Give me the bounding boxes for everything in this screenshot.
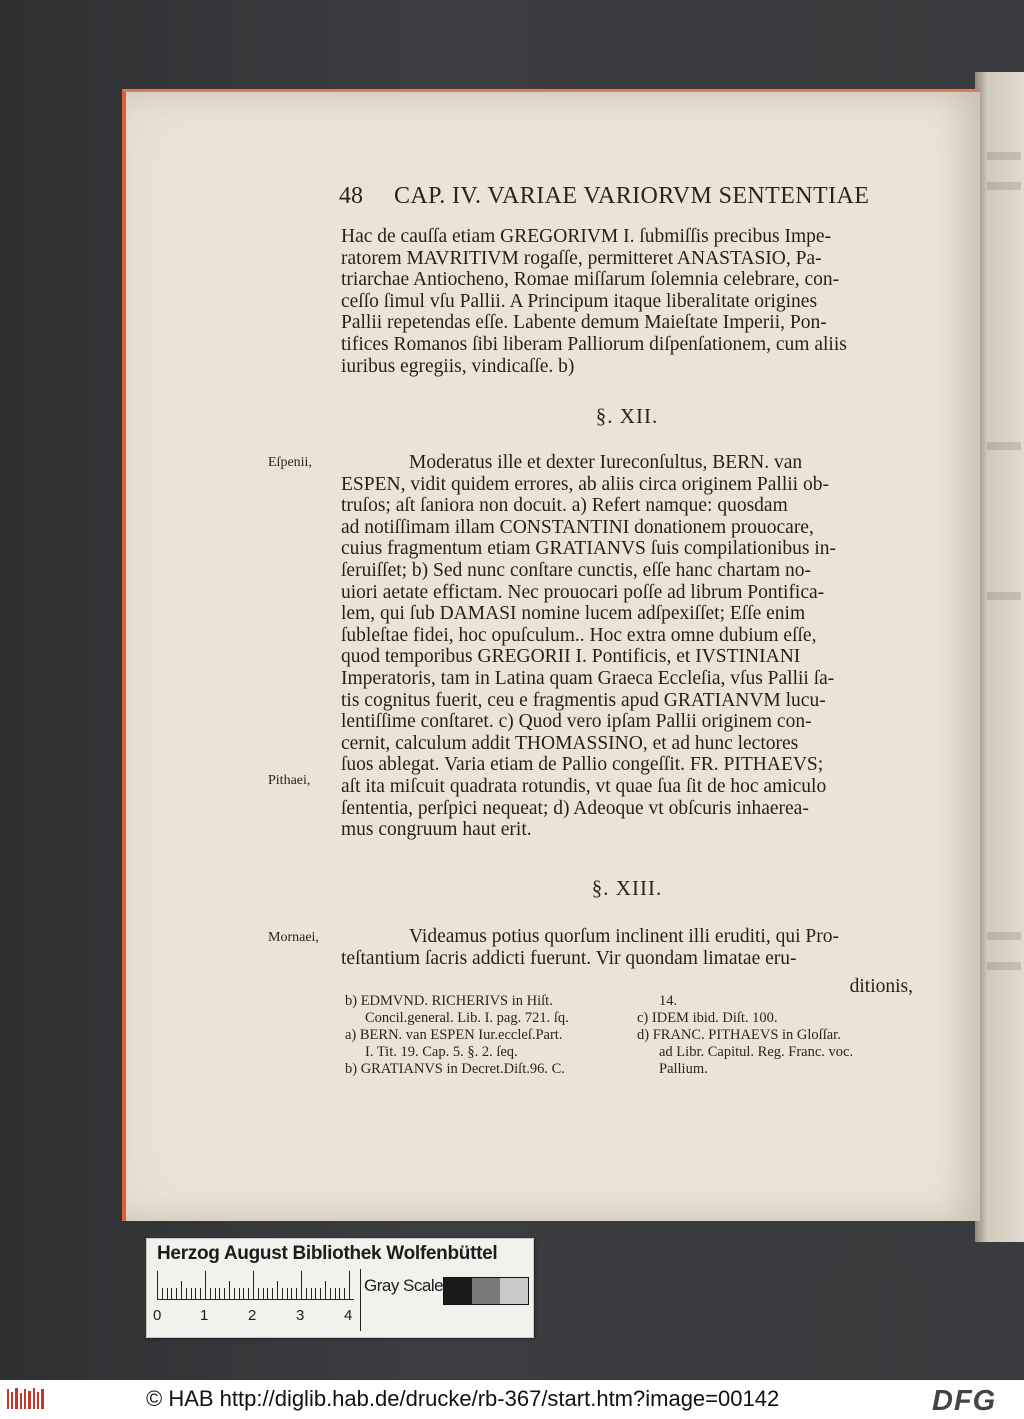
- text-line: quod temporibus GREGORII I. Pontificis, et IVSTINIANI: [341, 646, 801, 668]
- footnote-line: b) EDMVND. RICHERIVS in Hiſt.: [345, 993, 553, 1009]
- margin-note-mornaei: Mornaei,: [268, 930, 319, 945]
- ruler-tick: [243, 1288, 244, 1299]
- ruler-tick: [205, 1271, 206, 1299]
- ruler-tick: [215, 1288, 216, 1299]
- ruler-tick: [248, 1288, 249, 1299]
- ruler-tick: [210, 1288, 211, 1299]
- paragraph-1: [341, 226, 913, 377]
- ruler-tick: [311, 1288, 312, 1299]
- ruler-tick: [200, 1288, 201, 1299]
- page-header: [339, 183, 909, 217]
- text-line: ESPEN, vidit quidem errores, ab aliis circa originem Pallii ob-: [341, 473, 829, 495]
- footnote-line: d) FRANC. PITHAEVS in Gloſſar.: [637, 1027, 841, 1043]
- footnote-line: 14.: [659, 993, 678, 1009]
- ruler-number: 0: [153, 1307, 162, 1324]
- text-line: ratorem MAVRITIVM rogaſſe, permitteret ANASTASIO, Pa-: [341, 247, 822, 269]
- ruler-tick: [287, 1288, 288, 1299]
- ruler-tick: [167, 1288, 168, 1299]
- section-title-12: §. XII.: [595, 404, 659, 428]
- ruler-tick: [349, 1271, 350, 1299]
- ruler-number: 1: [200, 1307, 209, 1324]
- ruler-tick: [263, 1288, 264, 1299]
- footnote-line: Concil.general. Lib. I. pag. 721. ſq.: [365, 1010, 569, 1026]
- ruler-tick: [272, 1288, 273, 1299]
- page-number: 48: [339, 183, 363, 209]
- scale-divider: [360, 1269, 361, 1331]
- text-line: lem, qui ſub DAMASI nomine lucem adſpexiſſet; Eſſe enim: [341, 603, 806, 625]
- text-line: Hac de cauſſa etiam GREGORIVM I. ſubmiſſis precibus Impe-: [341, 226, 832, 247]
- text-line: ad notiſſimam illam CONSTANTINI donationem prouocare,: [341, 516, 814, 538]
- ruler-tick: [320, 1288, 321, 1299]
- section-title-13: §. XIII.: [591, 876, 663, 900]
- ruler-tick: [162, 1288, 163, 1299]
- footnote-line: c) IDEM ibid. Diſt. 100.: [637, 1010, 778, 1026]
- gray-scale-label: Gray Scale: [364, 1276, 444, 1295]
- ruler-tick: [191, 1288, 192, 1299]
- ruler-number: 2: [248, 1307, 257, 1324]
- text-line: Videamus potius quorſum inclinent illi eruditi, qui Pro-: [409, 926, 839, 947]
- catchword: ditionis,: [849, 976, 913, 997]
- text-line: cuius fragmentum etiam GRATIANVS ſuis compilationibus in-: [341, 538, 837, 560]
- footnote-line: Pallium.: [659, 1061, 708, 1077]
- ruler-tick: [325, 1281, 326, 1299]
- ruler-number: 3: [296, 1307, 305, 1324]
- ruler-tick: [291, 1288, 292, 1299]
- ruler-tick: [315, 1288, 316, 1299]
- ruler-tick: [176, 1288, 177, 1299]
- ghost-text-line: [987, 182, 1021, 190]
- ruler-tick: [229, 1281, 230, 1299]
- ruler-tick: [306, 1288, 307, 1299]
- ruler-tick: [234, 1288, 235, 1299]
- ghost-text-line: [987, 442, 1021, 450]
- text-line: ſuos ablegat. Varia etiam de Pallio congeſſit. FR. PITHAEVS;: [341, 754, 824, 776]
- margin-note-pithaei: Pithaei,: [268, 773, 311, 788]
- text-line: ſeruiſſet; b) Sed nunc conſtare cunctis, eſſe hanc chartam no-: [341, 559, 811, 581]
- footnotes-right-column: [637, 993, 915, 1078]
- facing-page-edge: [975, 72, 1024, 1242]
- ruler-tick: [258, 1288, 259, 1299]
- text-line: Pallii repetendas eſſe. Labente demum Maieſtate Imperii, Pon-: [341, 312, 827, 334]
- footnote-line: a) BERN. van ESPEN Iur.eccleſ.Part.: [345, 1027, 563, 1043]
- gray-swatch-light: [500, 1278, 528, 1304]
- ruler-tick: [267, 1288, 268, 1299]
- margin-note-espenii: Eſpenii,: [268, 455, 312, 470]
- ghost-text-line: [987, 932, 1021, 940]
- ruler-tick: [253, 1271, 254, 1299]
- text-line: tifices Romanos ſibi liberam Palliorum diſpenſationem, cum aliis: [341, 333, 847, 355]
- footer-credit: © HAB http://diglib.hab.de/drucke/rb-367/start.htm?image=00142: [146, 1386, 780, 1411]
- text-line: lentiſſime conſtaret. c) Quod vero ipſam Pallii originem con-: [341, 711, 812, 733]
- text-line: ſententia, perſpici nequeat; d) Adeoque vt obſcuris inhaerea-: [341, 797, 809, 819]
- text-line: uiori aetate effictam. Nec prouocari poſſe ad librum Pontifica-: [341, 581, 825, 603]
- ruler-tick: [335, 1288, 336, 1299]
- text-line: iuribus egregiis, vindicaſſe. b): [341, 355, 575, 377]
- gray-swatches: [443, 1277, 529, 1305]
- text-line: Imperatoris, tam in Latina quam Graeca Eccleſia, vſus Pallii ſa-: [341, 667, 835, 689]
- ghost-text-line: [987, 152, 1021, 160]
- ruler-tick: [219, 1288, 220, 1299]
- ruler-tick: [181, 1281, 182, 1299]
- gray-swatch-dark: [444, 1278, 472, 1304]
- ruler-tick: [339, 1288, 340, 1299]
- ruler-tick: [157, 1271, 158, 1299]
- paragraph-section-13: [341, 926, 913, 969]
- text-line: truſos; aſt ſaniora non docuit. a) Refert namque: quosdam: [341, 495, 788, 517]
- ruler: [157, 1271, 354, 1300]
- ruler-number: 4: [344, 1307, 353, 1324]
- text-line: tis cognitus fuerit, ceu e fragmentis apud GRATIANVM lucu-: [341, 689, 826, 711]
- running-title: CAP. IV. VARIAE VARIORVM SENTENTIAE: [394, 183, 870, 209]
- text-line: aſt ita miſcuit quadrata rotundis, vt quae ſua ſit de hoc amiculo: [341, 775, 827, 797]
- ruler-tick: [277, 1281, 278, 1299]
- text-line: ceſſo ſimul vſu Pallii. A Principum itaque liberalitate origines: [341, 290, 818, 312]
- ruler-tick: [296, 1288, 297, 1299]
- ghost-text-line: [987, 592, 1021, 600]
- ruler-tick: [330, 1288, 331, 1299]
- text-line: Moderatus ille et dexter Iureconſultus, BERN. van: [409, 452, 803, 473]
- ruler-tick: [171, 1288, 172, 1299]
- footnotes-left-column: [345, 993, 625, 1078]
- footnotes: [345, 993, 915, 1088]
- text-line: mus congruum haut erit.: [341, 819, 532, 841]
- footnote-line: ad Libr. Capitul. Reg. Franc. voc.: [659, 1044, 854, 1060]
- ruler-numbers: [153, 1307, 363, 1327]
- text-line: triarchae Antiocheno, Romae miſſarum ſolemnia celebrare, con-: [341, 269, 840, 291]
- dfg-logo: DFG: [932, 1385, 997, 1417]
- footnote-line: b) GRATIANVS in Decret.Diſt.96. C.: [345, 1061, 565, 1077]
- ruler-tick: [344, 1288, 345, 1299]
- hab-barcode-logo: [6, 1386, 46, 1412]
- footer-bar: [0, 1380, 1024, 1419]
- ruler-tick: [239, 1288, 240, 1299]
- text-line: ſubleſtae fidei, hoc opuſculum.. Hoc extra omne dubium eſſe,: [341, 624, 817, 646]
- text-line: teſtantium ſacris addicti fuerunt. Vir quondam limatae eru-: [341, 947, 797, 969]
- ruler-tick: [301, 1271, 302, 1299]
- library-name: Herzog August Bibliothek Wolfenbüttel: [157, 1243, 498, 1264]
- ruler-tick: [186, 1288, 187, 1299]
- ruler-tick: [195, 1288, 196, 1299]
- ruler-tick: [282, 1288, 283, 1299]
- gray-scale-card: [146, 1238, 534, 1338]
- gray-swatch-mid: [472, 1278, 500, 1304]
- ruler-tick: [224, 1288, 225, 1299]
- paragraph-section-12: [341, 452, 913, 841]
- footnote-line: I. Tit. 19. Cap. 5. §. 2. ſeq.: [365, 1044, 518, 1060]
- text-line: cernit, calculum addit THOMASSINO, et ad hunc lectores: [341, 732, 799, 754]
- ghost-text-line: [987, 962, 1021, 970]
